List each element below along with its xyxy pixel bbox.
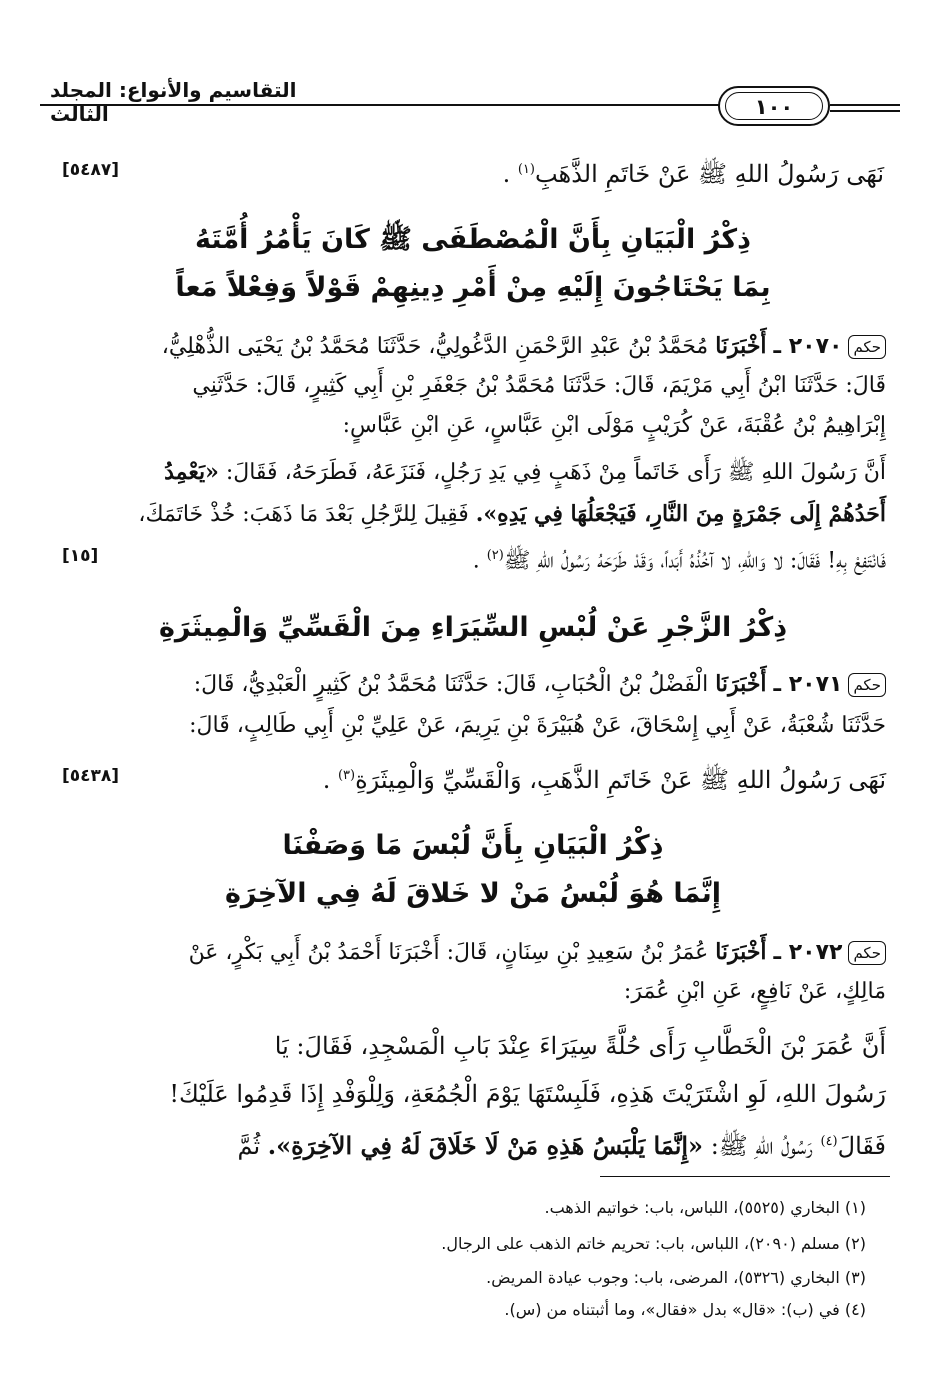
hadith-matn-line [62,1122,886,1166]
hadith-text: نَهَى رَسُولُ اللهِ ﷺ عَنْ خَاتَمِ الذَّهَبِ [534,160,884,188]
ruling-badge: حكم [848,673,886,697]
footnote: (٣) البخاري (٥٣٢٦)، المرضى، باب: وجوب عيادة المريض. [486,1268,866,1287]
footnote: (١) البخاري (٥٥٢٥)، اللباس، باب: خواتيم الذهب. [544,1198,866,1217]
header-rule-right-top [830,104,900,106]
hadith-isnad-line: قَالَ: حَدَّثَنَا ابْنُ أَبِي مَرْيَمَ، قَالَ: حَدَّثَنَا مُحَمَّدُ بْنُ جَعْفَرِ بْنِ أَبِي كَثِيرٍ، قَالَ: حَدَّثَنِي [192,373,886,398]
hadith-matn-line: رَسُولَ اللهِ، لَوِ اشْتَرَيْتَ هَذِهِ، فَلَبِسْتَهَا يَوْمَ الْجُمُعَةِ، وَلِلْوَفْدِ إِذَا قَدِمُوا عَلَيْكَ! [169,1080,886,1108]
hadith-isnad-line: مَالِكٍ، عَنْ نَافِعٍ، عَنِ ابْنِ عُمَرَ: [623,979,886,1004]
running-header-title: التقاسيم والأنواع: المجلد الثالث [50,78,297,126]
hadith-matn-line [62,494,886,535]
hadith-text-line: نَهَى رَسُولُ اللهِ ﷺ عَنْ خَاتَمِ الذَّهَبِ$^{(١)}$ . [502,160,884,188]
hadith-number: ٢٠٧١ ـ [773,672,843,697]
matn-text: نَهَى رَسُولُ اللهِ ﷺ عَنْ خَاتَمِ الذَّهَبِ، وَالْقَسِّيِّ وَالْمِيثَرَةِ [355,766,886,794]
hadith-matn-line [62,452,886,493]
chapter-heading: ذِكْرُ الْبَيَانِ بِأَنَّ لُبْسَ مَا وَصَفْنَا [282,830,664,861]
footnote: (٢) مسلم (٢٠٩٠)، اللباس، باب: تحريم خاتم الذهب على الرجال. [441,1234,866,1253]
matn-quote: «يَعْمِدُ [164,459,219,485]
matn-text: فَانْتَفِعْ بِهِ! فَقَالَ: لا وَاللهِ، لا آخُذُهُ أَبَداً، وَقَدْ طَرَحَهُ رَسُولُ اللهِ ﷺ [503,548,886,574]
footnote-separator [600,1176,890,1177]
footnote: (٤) في (ب): «قال» بدل «فقال»، وما أثبتناه من (س). [504,1300,866,1319]
hadith-matn-line: أَنَّ عُمَرَ بْنَ الْخَطَّابِ رَأَى حُلَّةً سِيَرَاءَ عِنْدَ بَابِ الْمَسْجِدِ، فَقَالَ: يَا [274,1032,886,1060]
page-number-frame [718,86,830,126]
hadith-isnad-line [62,932,886,973]
ruling-badge: حكم [848,335,886,359]
matn-quote: «إِنَّمَا يَلْبَسُ هَذِهِ مَنْ لَا خَلَاقَ لَهُ فِي الآخِرَةِ». [267,1131,704,1160]
akhbarana: أَخْبَرَنَا [715,939,767,965]
hadith-isnad-line: حَدَّثَنَا شُعْبَةُ، عَنْ أَبِي إِسْحَاقَ، عَنْ هُبَيْرَةَ بْنِ يَرِيمَ، عَنْ عَلِيِّ بْنِ أَبِي طَالِبٍ، قَالَ: [189,713,886,738]
akhbarana: أَخْبَرَنَا [715,333,767,359]
hadith-matn-line: فَانْتَفِعْ بِهِ! فَقَالَ: لا وَاللهِ، لا آخُذُهُ أَبَداً، وَقَدْ طَرَحَهُ رَسُولُ اللهِ ﷺ$^{(٢)}$ . [472,548,886,574]
ruling-badge: حكم [848,941,886,965]
header-rule [40,104,720,106]
hadith-isnad-line: إِبْرَاهِيمُ بْنُ عُقْبَةَ، عَنْ كُرَيْبٍ مَوْلَى ابْنِ عَبَّاسٍ، عَنِ ابْنِ عَبَّاسٍ: [342,413,886,438]
hadith-isnad-line [62,664,886,705]
hadith-isnad-line [62,326,886,367]
matn-text: فَقَالَ [837,1132,886,1160]
chapter-heading-cont: إِنَّمَا هُوَ لُبْسُ مَنْ لا خَلاقَ لَهُ فِي الآخِرَةِ [224,878,722,909]
hadith-reference: [٥٤٣٨] [62,766,120,786]
hadith-matn-line: نَهَى رَسُولُ اللهِ ﷺ عَنْ خَاتَمِ الذَّهَبِ، وَالْقَسِّيِّ وَالْمِيثَرَةِ$^{(٣)}$ . [322,766,886,794]
matn-text: ثُمَّ [237,1132,261,1160]
hadith-reference: [١٥] [62,546,99,566]
hadith-reference: [٥٤٨٧] [62,160,120,180]
footnote-marker: (٤) [820,1134,838,1149]
matn-text: أَنَّ رَسُولَ اللهِ ﷺ رَأَى خَاتَماً مِنْ ذَهَبٍ فِي يَدِ رَجُلٍ، فَنَزَعَهُ، فَطَرَحَهُ، فَقَالَ: [225,460,886,485]
matn-quote: أَحَدُهُمْ إِلَى جَمْرَةٍ مِنَ النَّارِ، فَيَجْعَلُهَا فِي يَدِهِ». [475,501,886,527]
footnote-marker: (٢) [486,548,504,563]
hadith-number: ٢٠٧٢ ـ [773,940,843,965]
page-number: ١٠٠ [725,92,823,120]
matn-text: رَسُولُ اللهِ ﷺ: [710,1132,813,1160]
isnad-text: الْفَضْلُ بْنُ الْحُبَابِ، قَالَ: حَدَّثَنَا مُحَمَّدُ بْنُ كَثِيرٍ الْعَبْدِيُّ، قَالَ: [193,672,709,697]
chapter-heading: ذِكْرُ الْبَيَانِ بِأَنَّ الْمُصْطَفَى ﷺ كَانَ يَأْمُرُ أُمَّتَهُ [195,224,751,255]
isnad-text: مُحَمَّدُ بْنُ عَبْدِ الرَّحْمَنِ الدَّغُولِيُّ، حَدَّثَنَا مُحَمَّدُ بْنُ يَحْيَى الذُّهْلِيُّ، [161,334,709,359]
matn-text: فَقِيلَ لِلرَّجُلِ بَعْدَ مَا ذَهَبَ: خُذْ خَاتَمَكَ، [138,502,469,527]
footnote-marker: (٣) [337,768,356,783]
chapter-heading: ذِكْرُ الزَّجْرِ عَنْ لُبْسِ السِّيَرَاءِ مِنَ الْقَسِّيِّ وَالْمِيثَرَةِ [158,612,788,643]
isnad-text: عُمَرُ بْنُ سَعِيدِ بْنِ سِنَانٍ، قَالَ: أَخْبَرَنَا أَحْمَدُ بْنُ أَبِي بَكْرٍ، عَنْ [188,940,709,965]
hadith-number: ٢٠٧٠ ـ [773,334,843,359]
akhbarana: أَخْبَرَنَا [715,671,767,697]
footnote-marker: (١) [517,162,535,177]
header-rule-right-bottom [830,110,900,112]
chapter-heading-cont: بِمَا يَحْتَاجُونَ إِلَيْهِ مِنْ أَمْرِ دِينِهِمْ قَوْلاً وَفِعْلاً مَعاً [175,272,771,303]
